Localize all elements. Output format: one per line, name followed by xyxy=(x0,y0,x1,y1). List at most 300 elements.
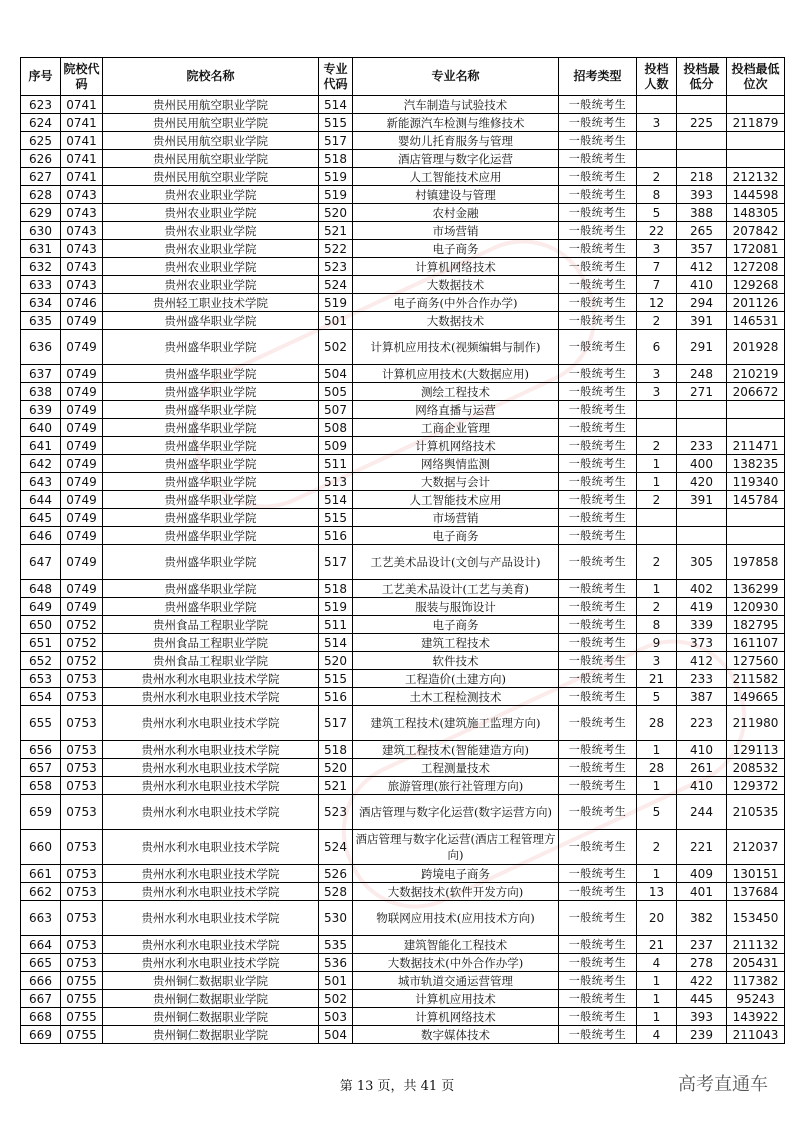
cell-school-name: 贵州盛华职业学院 xyxy=(103,598,319,616)
cell-min-rank: 120930 xyxy=(727,598,785,616)
cell-major-name: 计算机应用技术(视频编辑与制作) xyxy=(353,330,559,365)
cell-min-rank: 137684 xyxy=(727,883,785,901)
cell-index: 633 xyxy=(21,276,61,294)
cell-enrolled-count xyxy=(637,527,677,545)
cell-enrolled-count: 5 xyxy=(637,795,677,830)
cell-major-code: 517 xyxy=(319,132,353,150)
cell-major-name: 工程造价(土建方向) xyxy=(353,670,559,688)
cell-index: 636 xyxy=(21,330,61,365)
cell-major-name: 新能源汽车检测与维修技术 xyxy=(353,114,559,132)
table-row xyxy=(21,365,785,383)
cell-school-name: 贵州民用航空职业学院 xyxy=(103,168,319,186)
table-row xyxy=(21,383,785,401)
cell-enrolled-count xyxy=(637,96,677,114)
cell-school-name: 贵州盛华职业学院 xyxy=(103,383,319,401)
cell-major-code: 504 xyxy=(319,365,353,383)
cell-school-code: 0753 xyxy=(61,830,103,865)
cell-index: 627 xyxy=(21,168,61,186)
cell-major-code: 520 xyxy=(319,759,353,777)
table-row xyxy=(21,1008,785,1026)
cell-enrolled-count: 2 xyxy=(637,312,677,330)
cell-min-score: 410 xyxy=(677,777,727,795)
cell-school-code: 0743 xyxy=(61,258,103,276)
cell-school-code: 0741 xyxy=(61,168,103,186)
cell-enrolled-count: 22 xyxy=(637,222,677,240)
cell-major-name: 电子商务(中外合作办学) xyxy=(353,294,559,312)
cell-min-score: 221 xyxy=(677,830,727,865)
cell-major-code: 522 xyxy=(319,240,353,258)
cell-major-name: 建筑工程技术(智能建造方向) xyxy=(353,741,559,759)
cell-school-name: 贵州食品工程职业学院 xyxy=(103,652,319,670)
cell-index: 650 xyxy=(21,616,61,634)
table-row xyxy=(21,437,785,455)
cell-min-score: 271 xyxy=(677,383,727,401)
cell-min-score: 278 xyxy=(677,954,727,972)
cell-major-code: 523 xyxy=(319,258,353,276)
cell-major-name: 建筑智能化工程技术 xyxy=(353,936,559,954)
cell-exam-type: 一般统考生 xyxy=(559,759,637,777)
cell-index: 624 xyxy=(21,114,61,132)
cell-exam-type: 一般统考生 xyxy=(559,186,637,204)
table-row xyxy=(21,330,785,365)
cell-major-code: 511 xyxy=(319,616,353,634)
cell-min-rank: 117382 xyxy=(727,972,785,990)
cell-school-code: 0749 xyxy=(61,437,103,455)
cell-major-name: 建筑工程技术 xyxy=(353,634,559,652)
table-row xyxy=(21,294,785,312)
cell-major-code: 516 xyxy=(319,527,353,545)
cell-min-rank: 206672 xyxy=(727,383,785,401)
cell-min-score: 391 xyxy=(677,491,727,509)
cell-school-name: 贵州水利水电职业技术学院 xyxy=(103,865,319,883)
cell-major-name: 大数据技术(中外合作办学) xyxy=(353,954,559,972)
cell-min-score: 388 xyxy=(677,204,727,222)
cell-min-rank: 211582 xyxy=(727,670,785,688)
cell-school-name: 贵州民用航空职业学院 xyxy=(103,132,319,150)
cell-major-name: 大数据技术 xyxy=(353,312,559,330)
cell-major-name: 大数据技术(软件开发方向) xyxy=(353,883,559,901)
cell-major-name: 建筑工程技术(建筑施工监理方向) xyxy=(353,706,559,741)
cell-exam-type: 一般统考生 xyxy=(559,545,637,580)
header-index: 序号 xyxy=(21,58,61,96)
cell-min-score: 218 xyxy=(677,168,727,186)
cell-index: 652 xyxy=(21,652,61,670)
table-row xyxy=(21,616,785,634)
cell-exam-type: 一般统考生 xyxy=(559,954,637,972)
cell-index: 639 xyxy=(21,401,61,419)
cell-school-name: 贵州盛华职业学院 xyxy=(103,509,319,527)
cell-school-name: 贵州铜仁数据职业学院 xyxy=(103,1026,319,1044)
cell-enrolled-count: 7 xyxy=(637,258,677,276)
cell-exam-type: 一般统考生 xyxy=(559,670,637,688)
cell-min-score xyxy=(677,527,727,545)
cell-min-score: 244 xyxy=(677,795,727,830)
cell-major-code: 501 xyxy=(319,312,353,330)
cell-school-name: 贵州铜仁数据职业学院 xyxy=(103,990,319,1008)
cell-major-code: 530 xyxy=(319,901,353,936)
cell-school-name: 贵州民用航空职业学院 xyxy=(103,96,319,114)
cell-exam-type: 一般统考生 xyxy=(559,688,637,706)
header-major-name: 专业名称 xyxy=(353,58,559,96)
cell-school-code: 0753 xyxy=(61,688,103,706)
cell-school-name: 贵州盛华职业学院 xyxy=(103,473,319,491)
cell-min-score xyxy=(677,132,727,150)
cell-school-name: 贵州民用航空职业学院 xyxy=(103,150,319,168)
cell-enrolled-count: 4 xyxy=(637,954,677,972)
cell-major-code: 513 xyxy=(319,473,353,491)
cell-school-name: 贵州盛华职业学院 xyxy=(103,419,319,437)
cell-school-code: 0749 xyxy=(61,330,103,365)
table-row xyxy=(21,312,785,330)
cell-school-name: 贵州盛华职业学院 xyxy=(103,312,319,330)
table-row xyxy=(21,670,785,688)
cell-index: 649 xyxy=(21,598,61,616)
cell-enrolled-count: 2 xyxy=(637,491,677,509)
cell-major-code: 520 xyxy=(319,652,353,670)
cell-index: 655 xyxy=(21,706,61,741)
table-row xyxy=(21,222,785,240)
cell-exam-type: 一般统考生 xyxy=(559,473,637,491)
cell-school-name: 贵州民用航空职业学院 xyxy=(103,114,319,132)
cell-school-code: 0749 xyxy=(61,545,103,580)
cell-exam-type: 一般统考生 xyxy=(559,777,637,795)
cell-school-name: 贵州农业职业学院 xyxy=(103,276,319,294)
cell-min-rank: 153450 xyxy=(727,901,785,936)
cell-exam-type: 一般统考生 xyxy=(559,936,637,954)
cell-exam-type: 一般统考生 xyxy=(559,598,637,616)
cell-exam-type: 一般统考生 xyxy=(559,509,637,527)
cell-major-name: 酒店管理与数字化运营 xyxy=(353,150,559,168)
cell-enrolled-count xyxy=(637,132,677,150)
cell-major-code: 516 xyxy=(319,688,353,706)
cell-exam-type: 一般统考生 xyxy=(559,741,637,759)
cell-major-name: 软件技术 xyxy=(353,652,559,670)
cell-enrolled-count xyxy=(637,419,677,437)
cell-major-code: 524 xyxy=(319,276,353,294)
cell-major-code: 519 xyxy=(319,186,353,204)
cell-school-code: 0749 xyxy=(61,401,103,419)
cell-enrolled-count: 1 xyxy=(637,972,677,990)
header-exam-type: 招考类型 xyxy=(559,58,637,96)
cell-school-name: 贵州盛华职业学院 xyxy=(103,545,319,580)
cell-exam-type: 一般统考生 xyxy=(559,527,637,545)
cell-enrolled-count: 2 xyxy=(637,830,677,865)
cell-school-code: 0755 xyxy=(61,1008,103,1026)
cell-exam-type: 一般统考生 xyxy=(559,990,637,1008)
cell-min-score: 391 xyxy=(677,312,727,330)
cell-major-code: 517 xyxy=(319,706,353,741)
cell-exam-type: 一般统考生 xyxy=(559,616,637,634)
cell-exam-type: 一般统考生 xyxy=(559,652,637,670)
cell-min-score: 239 xyxy=(677,1026,727,1044)
cell-min-score: 294 xyxy=(677,294,727,312)
cell-school-code: 0743 xyxy=(61,222,103,240)
cell-school-code: 0743 xyxy=(61,276,103,294)
cell-major-name: 网络直播与运营 xyxy=(353,401,559,419)
cell-min-rank xyxy=(727,419,785,437)
cell-school-code: 0753 xyxy=(61,670,103,688)
table-row xyxy=(21,990,785,1008)
cell-school-code: 0753 xyxy=(61,883,103,901)
cell-index: 665 xyxy=(21,954,61,972)
table-row xyxy=(21,1026,785,1044)
cell-school-code: 0743 xyxy=(61,186,103,204)
cell-exam-type: 一般统考生 xyxy=(559,330,637,365)
table-row xyxy=(21,168,785,186)
cell-index: 635 xyxy=(21,312,61,330)
cell-index: 657 xyxy=(21,759,61,777)
cell-min-rank: 207842 xyxy=(727,222,785,240)
header-major-code: 专业代码 xyxy=(319,58,353,96)
cell-min-score: 373 xyxy=(677,634,727,652)
cell-min-rank: 129113 xyxy=(727,741,785,759)
cell-min-score: 419 xyxy=(677,598,727,616)
cell-enrolled-count: 9 xyxy=(637,634,677,652)
table-row xyxy=(21,901,785,936)
cell-min-score: 445 xyxy=(677,990,727,1008)
cell-min-rank: 211043 xyxy=(727,1026,785,1044)
cell-index: 660 xyxy=(21,830,61,865)
cell-enrolled-count: 1 xyxy=(637,580,677,598)
cell-major-code: 509 xyxy=(319,437,353,455)
cell-major-name: 计算机应用技术(大数据应用) xyxy=(353,365,559,383)
cell-major-code: 515 xyxy=(319,114,353,132)
cell-school-code: 0749 xyxy=(61,419,103,437)
cell-school-code: 0749 xyxy=(61,365,103,383)
cell-exam-type: 一般统考生 xyxy=(559,972,637,990)
cell-school-name: 贵州水利水电职业技术学院 xyxy=(103,706,319,741)
cell-index: 667 xyxy=(21,990,61,1008)
table-row xyxy=(21,865,785,883)
cell-min-rank: 212132 xyxy=(727,168,785,186)
cell-min-score: 409 xyxy=(677,865,727,883)
cell-school-name: 贵州水利水电职业技术学院 xyxy=(103,777,319,795)
cell-index: 645 xyxy=(21,509,61,527)
cell-index: 646 xyxy=(21,527,61,545)
cell-major-name: 工艺美术品设计(文创与产品设计) xyxy=(353,545,559,580)
cell-school-name: 贵州水利水电职业技术学院 xyxy=(103,954,319,972)
cell-min-rank xyxy=(727,150,785,168)
cell-index: 623 xyxy=(21,96,61,114)
cell-enrolled-count: 1 xyxy=(637,990,677,1008)
cell-min-rank: 201126 xyxy=(727,294,785,312)
table-row xyxy=(21,186,785,204)
cell-min-score: 339 xyxy=(677,616,727,634)
cell-min-score: 387 xyxy=(677,688,727,706)
cell-school-code: 0753 xyxy=(61,777,103,795)
cell-school-name: 贵州水利水电职业技术学院 xyxy=(103,795,319,830)
cell-index: 658 xyxy=(21,777,61,795)
cell-school-code: 0749 xyxy=(61,598,103,616)
cell-major-code: 502 xyxy=(319,330,353,365)
cell-min-score: 233 xyxy=(677,437,727,455)
table-row xyxy=(21,883,785,901)
cell-exam-type: 一般统考生 xyxy=(559,491,637,509)
cell-index: 659 xyxy=(21,795,61,830)
cell-min-score: 412 xyxy=(677,652,727,670)
cell-major-code: 524 xyxy=(319,830,353,865)
cell-major-code: 514 xyxy=(319,491,353,509)
table-row xyxy=(21,598,785,616)
cell-min-score: 400 xyxy=(677,455,727,473)
table-row xyxy=(21,114,785,132)
table-row xyxy=(21,258,785,276)
cell-exam-type: 一般统考生 xyxy=(559,706,637,741)
cell-index: 668 xyxy=(21,1008,61,1026)
table-row xyxy=(21,96,785,114)
cell-enrolled-count: 2 xyxy=(637,437,677,455)
cell-min-rank: 130151 xyxy=(727,865,785,883)
cell-min-score xyxy=(677,401,727,419)
cell-major-name: 工艺美术品设计(工艺与美育) xyxy=(353,580,559,598)
table-row xyxy=(21,954,785,972)
cell-major-name: 测绘工程技术 xyxy=(353,383,559,401)
cell-index: 628 xyxy=(21,186,61,204)
cell-major-name: 市场营销 xyxy=(353,222,559,240)
cell-major-name: 村镇建设与管理 xyxy=(353,186,559,204)
cell-min-score: 265 xyxy=(677,222,727,240)
cell-index: 662 xyxy=(21,883,61,901)
cell-school-code: 0749 xyxy=(61,491,103,509)
cell-min-score xyxy=(677,96,727,114)
cell-major-code: 502 xyxy=(319,990,353,1008)
cell-exam-type: 一般统考生 xyxy=(559,204,637,222)
cell-enrolled-count: 21 xyxy=(637,936,677,954)
table-row xyxy=(21,276,785,294)
table-row xyxy=(21,401,785,419)
cell-enrolled-count: 4 xyxy=(637,1026,677,1044)
cell-major-code: 501 xyxy=(319,972,353,990)
cell-min-score: 237 xyxy=(677,936,727,954)
cell-major-name: 汽车制造与试验技术 xyxy=(353,96,559,114)
table-row xyxy=(21,527,785,545)
cell-min-rank: 201928 xyxy=(727,330,785,365)
cell-school-code: 0741 xyxy=(61,114,103,132)
cell-school-code: 0741 xyxy=(61,96,103,114)
cell-major-code: 518 xyxy=(319,580,353,598)
cell-school-name: 贵州水利水电职业技术学院 xyxy=(103,741,319,759)
cell-school-name: 贵州水利水电职业技术学院 xyxy=(103,759,319,777)
cell-school-name: 贵州农业职业学院 xyxy=(103,186,319,204)
cell-school-code: 0743 xyxy=(61,240,103,258)
cell-min-rank: 143922 xyxy=(727,1008,785,1026)
cell-index: 626 xyxy=(21,150,61,168)
cell-index: 647 xyxy=(21,545,61,580)
cell-exam-type: 一般统考生 xyxy=(559,634,637,652)
cell-school-name: 贵州铜仁数据职业学院 xyxy=(103,1008,319,1026)
cell-school-name: 贵州水利水电职业技术学院 xyxy=(103,670,319,688)
cell-min-rank xyxy=(727,527,785,545)
cell-major-code: 515 xyxy=(319,670,353,688)
cell-min-rank xyxy=(727,401,785,419)
cell-min-rank: 211132 xyxy=(727,936,785,954)
table-row xyxy=(21,204,785,222)
cell-major-code: 503 xyxy=(319,1008,353,1026)
cell-enrolled-count: 21 xyxy=(637,670,677,688)
cell-min-score: 261 xyxy=(677,759,727,777)
cell-school-name: 贵州农业职业学院 xyxy=(103,258,319,276)
header-min-score: 投档最低分 xyxy=(677,58,727,96)
cell-major-code: 536 xyxy=(319,954,353,972)
cell-exam-type: 一般统考生 xyxy=(559,1008,637,1026)
cell-major-code: 507 xyxy=(319,401,353,419)
cell-school-name: 贵州水利水电职业技术学院 xyxy=(103,901,319,936)
cell-major-code: 528 xyxy=(319,883,353,901)
cell-exam-type: 一般统考生 xyxy=(559,580,637,598)
cell-school-code: 0752 xyxy=(61,616,103,634)
cell-major-name: 酒店管理与数字化运营(酒店工程管理方向) xyxy=(353,830,559,865)
cell-major-code: 535 xyxy=(319,936,353,954)
cell-major-name: 工程测量技术 xyxy=(353,759,559,777)
table-row xyxy=(21,580,785,598)
cell-enrolled-count: 6 xyxy=(637,330,677,365)
cell-school-name: 贵州盛华职业学院 xyxy=(103,437,319,455)
table-row xyxy=(21,830,785,865)
cell-school-code: 0755 xyxy=(61,990,103,1008)
cell-min-rank: 149665 xyxy=(727,688,785,706)
cell-enrolled-count: 1 xyxy=(637,741,677,759)
cell-enrolled-count: 8 xyxy=(637,616,677,634)
cell-school-code: 0753 xyxy=(61,936,103,954)
cell-index: 637 xyxy=(21,365,61,383)
cell-exam-type: 一般统考生 xyxy=(559,865,637,883)
cell-exam-type: 一般统考生 xyxy=(559,437,637,455)
table-row xyxy=(21,936,785,954)
cell-major-name: 跨境电子商务 xyxy=(353,865,559,883)
cell-index: 630 xyxy=(21,222,61,240)
cell-enrolled-count: 1 xyxy=(637,865,677,883)
cell-major-code: 504 xyxy=(319,1026,353,1044)
cell-major-code: 520 xyxy=(319,204,353,222)
cell-enrolled-count: 1 xyxy=(637,455,677,473)
cell-school-code: 0749 xyxy=(61,509,103,527)
cell-major-name: 市场营销 xyxy=(353,509,559,527)
cell-min-rank: 172081 xyxy=(727,240,785,258)
cell-min-score: 402 xyxy=(677,580,727,598)
cell-min-rank: 161107 xyxy=(727,634,785,652)
cell-exam-type: 一般统考生 xyxy=(559,383,637,401)
table-row xyxy=(21,473,785,491)
cell-exam-type: 一般统考生 xyxy=(559,276,637,294)
cell-major-name: 工商企业管理 xyxy=(353,419,559,437)
cell-index: 641 xyxy=(21,437,61,455)
cell-index: 644 xyxy=(21,491,61,509)
cell-school-name: 贵州盛华职业学院 xyxy=(103,527,319,545)
cell-min-score: 305 xyxy=(677,545,727,580)
cell-exam-type: 一般统考生 xyxy=(559,222,637,240)
cell-min-score xyxy=(677,509,727,527)
cell-min-score: 233 xyxy=(677,670,727,688)
cell-min-score: 223 xyxy=(677,706,727,741)
cell-major-name: 计算机网络技术 xyxy=(353,437,559,455)
cell-enrolled-count: 28 xyxy=(637,706,677,741)
cell-enrolled-count xyxy=(637,401,677,419)
cell-major-code: 514 xyxy=(319,634,353,652)
cell-school-name: 贵州轻工职业技术学院 xyxy=(103,294,319,312)
admission-score-table xyxy=(20,57,785,1044)
cell-school-code: 0749 xyxy=(61,455,103,473)
cell-school-name: 贵州食品工程职业学院 xyxy=(103,616,319,634)
cell-index: 669 xyxy=(21,1026,61,1044)
cell-min-rank xyxy=(727,132,785,150)
cell-min-rank: 211879 xyxy=(727,114,785,132)
cell-major-name: 计算机应用技术 xyxy=(353,990,559,1008)
cell-school-code: 0753 xyxy=(61,706,103,741)
cell-school-name: 贵州食品工程职业学院 xyxy=(103,634,319,652)
cell-min-rank xyxy=(727,96,785,114)
cell-min-rank: 138235 xyxy=(727,455,785,473)
cell-school-name: 贵州盛华职业学院 xyxy=(103,330,319,365)
